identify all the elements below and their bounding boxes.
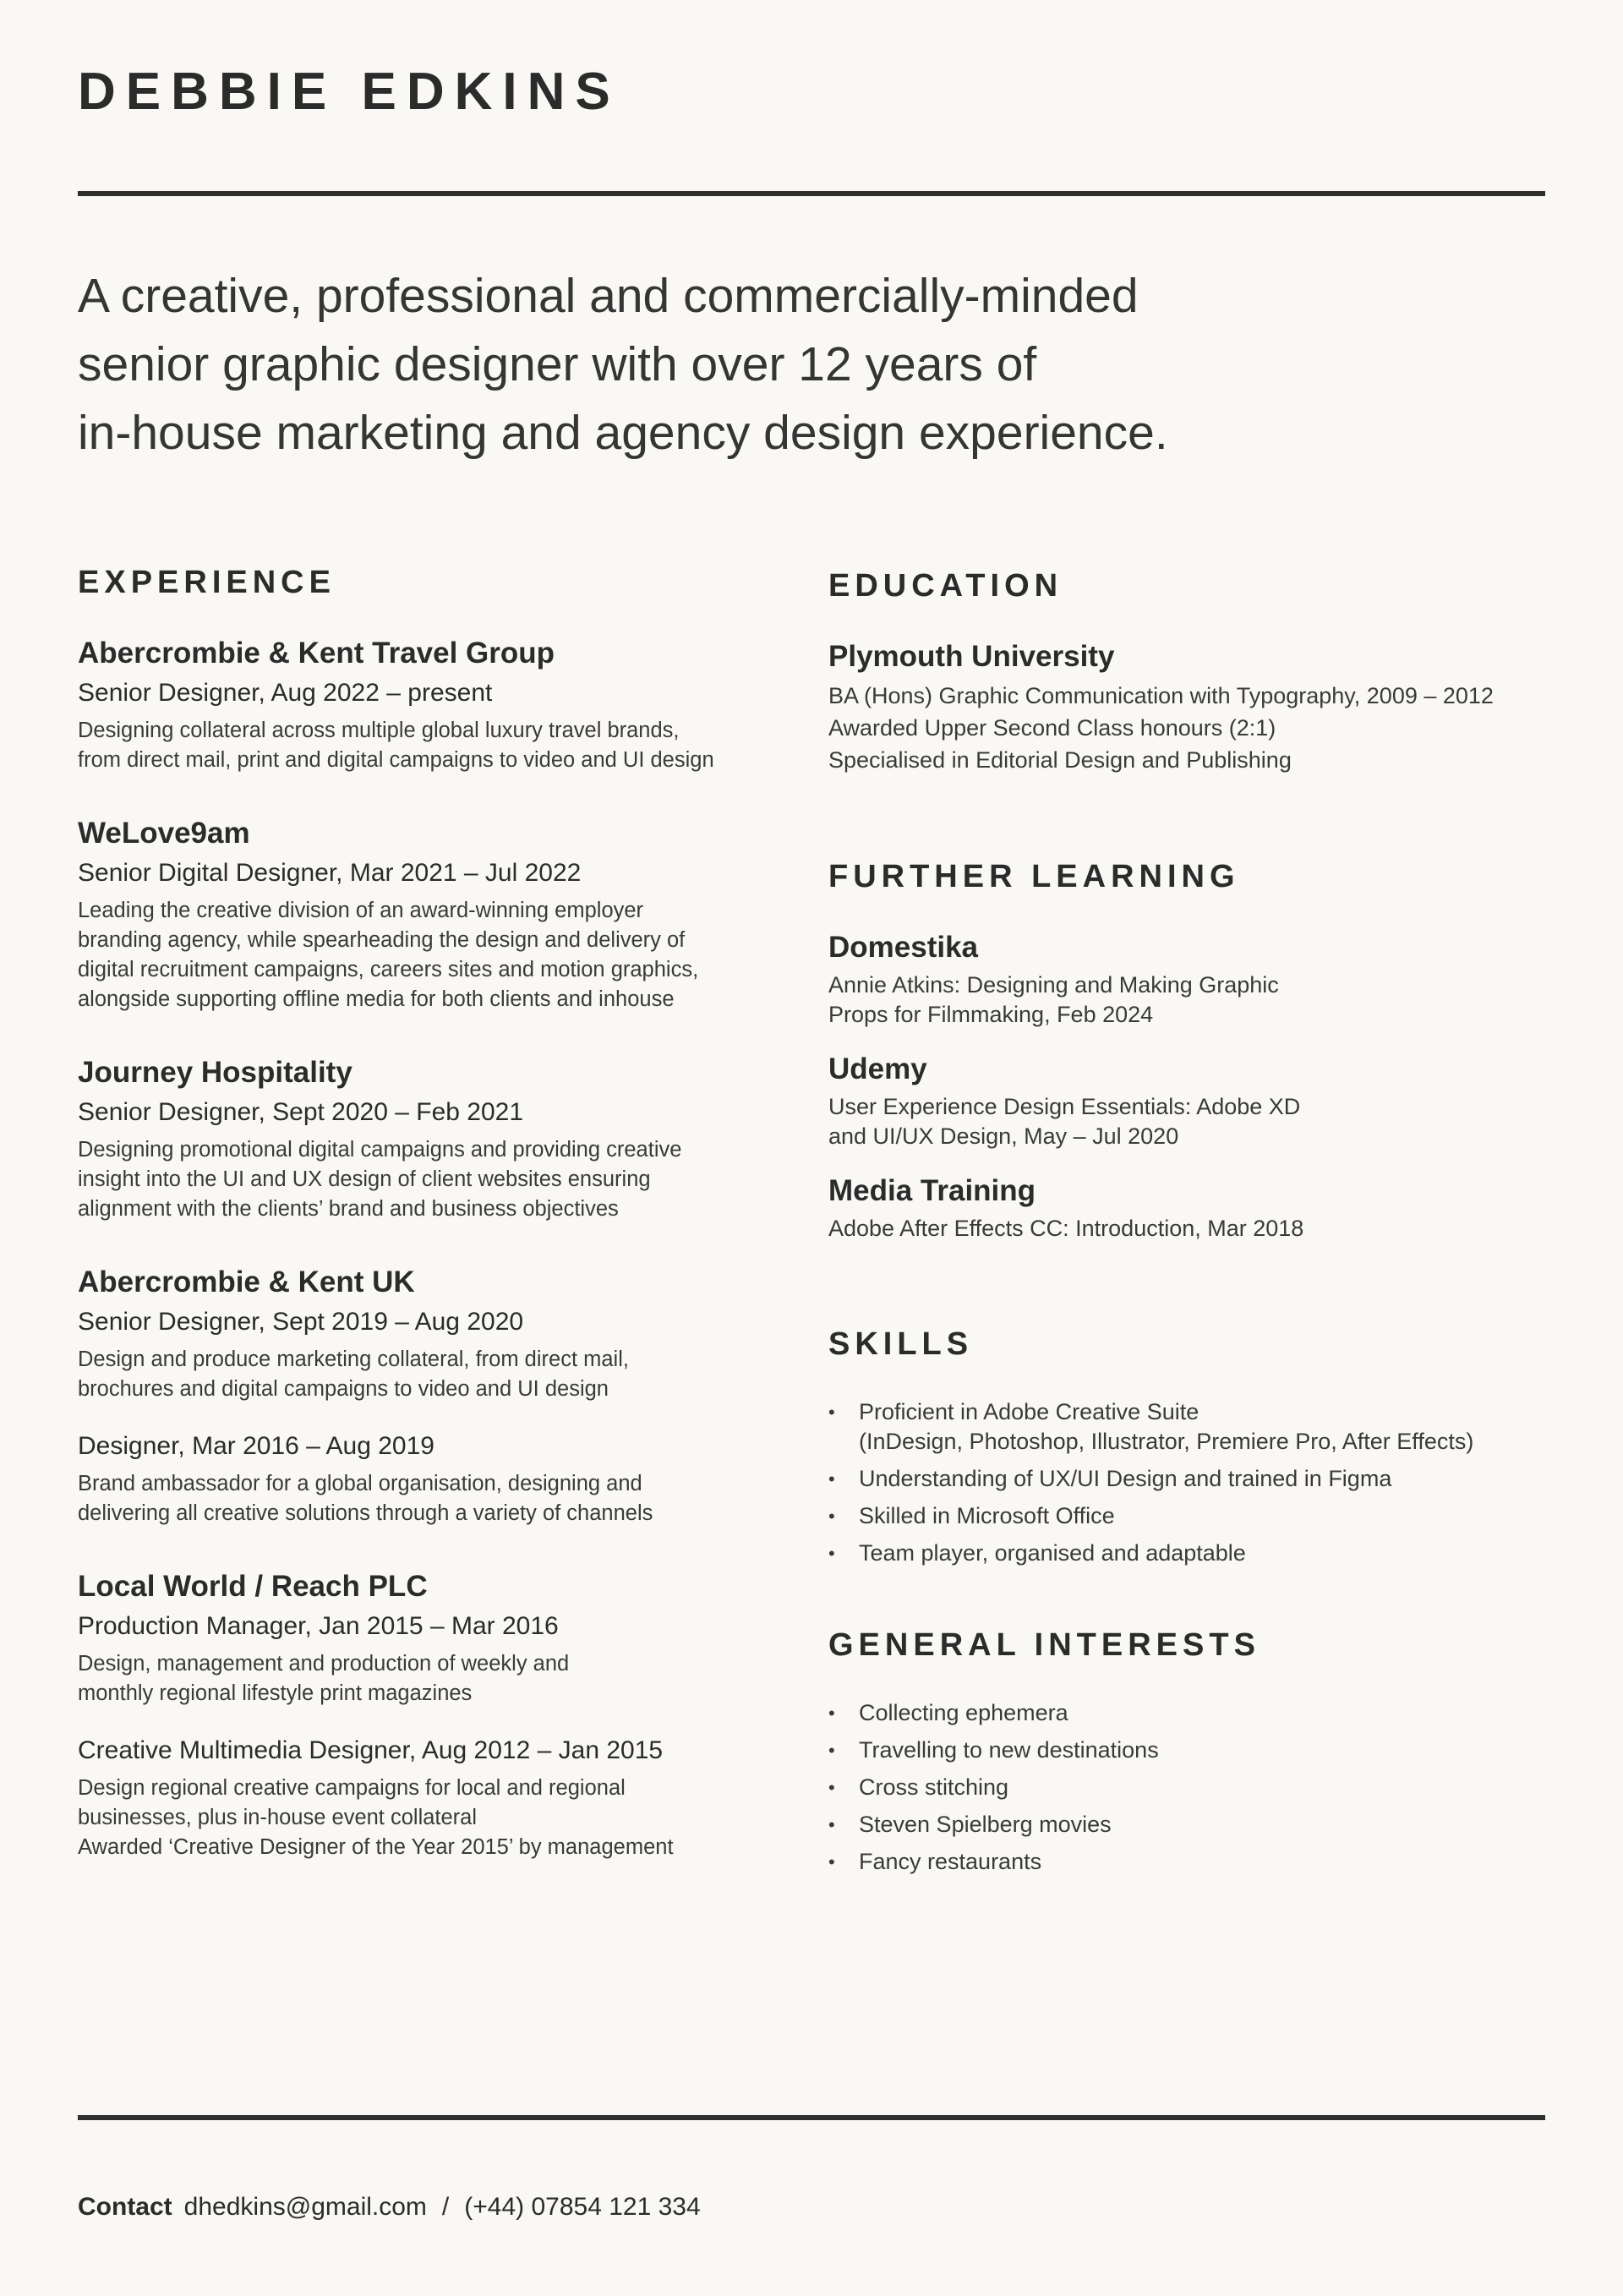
job-entry <box>78 636 805 775</box>
education-heading: EDUCATION <box>828 568 1063 604</box>
job-entry <box>78 816 805 1014</box>
contact-line <box>78 2193 701 2222</box>
interest-text: • Travelling to new destinations <box>859 1737 1159 1763</box>
skills-list <box>828 1397 1555 1568</box>
job-description <box>78 1774 805 1862</box>
skill-text: • Team player, organised and adaptable <box>859 1540 1246 1566</box>
skill-item <box>828 1501 1555 1531</box>
skill-text: • Proficient in Adobe Creative Suite <box>859 1399 1199 1424</box>
skill-text: • Skilled in Microsoft Office <box>859 1503 1115 1528</box>
description-line: Props for Filmmaking, Feb 2024 <box>828 1002 1154 1027</box>
job-description <box>78 896 805 1014</box>
learning-description <box>828 1092 1555 1151</box>
job-entry <box>78 1569 805 1862</box>
description-line: branding agency, while spearheading the design and delivery of <box>78 928 686 952</box>
learning-provider: Domestika <box>828 931 979 964</box>
interest-item <box>828 1847 1555 1877</box>
job-organisation: Abercrombie & Kent Travel Group <box>78 637 555 670</box>
job-entry <box>78 1265 805 1528</box>
phone-link[interactable]: (+44) 07854 121 334 <box>464 2193 701 2221</box>
learning-description <box>828 1214 1555 1244</box>
learning-item <box>828 1173 1555 1244</box>
job-role: Senior Designer, Aug 2022 – present <box>78 679 493 707</box>
experience-column <box>78 566 805 1903</box>
description-line: Designing promotional digital campaigns and providing creative <box>78 1138 682 1162</box>
description-line: Design, management and production of weekly and <box>78 1652 570 1676</box>
job-role: Senior Designer, Sept 2020 – Feb 2021 <box>78 1098 524 1126</box>
description-line: Awarded Upper Second Class honours (2:1) <box>828 715 1276 741</box>
description-line: User Experience Design Essentials: Adobe XD <box>828 1094 1301 1119</box>
job-description <box>78 1135 805 1224</box>
email-link[interactable]: dhedkins@gmail.com <box>183 2193 427 2221</box>
interests-list <box>828 1698 1555 1877</box>
learning-item <box>828 1052 1555 1151</box>
learning-description <box>828 970 1555 1030</box>
contact-label: Contact <box>78 2193 172 2221</box>
sidebar-column <box>828 570 1555 1884</box>
description-line: Leading the creative division of an award-winning employer <box>78 899 644 922</box>
education-institution: Plymouth University <box>828 640 1115 673</box>
interest-text: • Cross stitching <box>859 1774 1009 1800</box>
job-entry <box>78 1055 805 1224</box>
interest-text: • Fancy restaurants <box>859 1849 1042 1874</box>
skills-section <box>828 1328 1555 1568</box>
description-line: Specialised in Editorial Design and Publishing <box>828 747 1292 773</box>
job-description <box>78 716 805 775</box>
interest-item <box>828 1736 1555 1765</box>
job-organisation: Abercrombie & Kent UK <box>78 1266 415 1298</box>
skills-heading: SKILLS <box>828 1326 974 1362</box>
interests-section <box>828 1629 1555 1877</box>
description-line: digital recruitment campaigns, careers sites and motion graphics, <box>78 958 699 981</box>
description-line: Annie Atkins: Designing and Making Graphic <box>828 972 1279 998</box>
job-description <box>78 1345 805 1404</box>
description-line: and UI/UX Design, May – Jul 2020 <box>828 1123 1179 1149</box>
job-organisation: WeLove9am <box>78 817 250 850</box>
interest-item <box>828 1698 1555 1728</box>
job-role: Creative Multimedia Designer, Aug 2012 – Jan 2015 <box>78 1736 664 1764</box>
learning-provider: Udemy <box>828 1052 927 1085</box>
learning-item <box>828 930 1555 1030</box>
description-line: Awarded ‘Creative Designer of the Year 2015’ by management <box>78 1835 674 1859</box>
interest-item <box>828 1810 1555 1840</box>
intro-line: senior graphic designer with over 12 years of <box>78 337 1037 391</box>
skill-text: (InDesign, Photoshop, Illustrator, Premiere Pro, After Effects) <box>859 1429 1474 1454</box>
intro-statement <box>78 262 1346 467</box>
interests-heading: GENERAL INTERESTS <box>828 1627 1260 1663</box>
description-line: Brand ambassador for a global organisation, designing and <box>78 1472 642 1495</box>
job-role: Production Manager, Jan 2015 – Mar 2016 <box>78 1612 559 1640</box>
intro-line: A creative, professional and commercially-minded <box>78 269 1139 323</box>
description-line: Design regional creative campaigns for local and regional <box>78 1776 626 1800</box>
experience-heading: EXPERIENCE <box>78 565 336 600</box>
description-line: brochures and digital campaigns to video and UI design <box>78 1377 609 1401</box>
further-learning-section <box>828 861 1555 1244</box>
job-organisation: Journey Hospitality <box>78 1056 352 1089</box>
description-line: BA (Hons) Graphic Communication with Typography, 2009 – 2012 <box>828 683 1494 708</box>
learning-provider: Media Training <box>828 1174 1036 1207</box>
candidate-name: DEBBIE EDKINS <box>78 63 620 121</box>
description-line: Designing collateral across multiple global luxury travel brands, <box>78 719 680 742</box>
description-line: from direct mail, print and digital campaigns to video and UI design <box>78 748 714 772</box>
contact-separator: / <box>441 2193 450 2221</box>
education-section <box>828 570 1555 776</box>
description-line: monthly regional lifestyle print magazines <box>78 1681 473 1705</box>
description-line: delivering all creative solutions through a variety of channels <box>78 1501 653 1525</box>
top-divider <box>78 191 1545 196</box>
skill-item <box>828 1397 1555 1457</box>
skill-item <box>828 1464 1555 1494</box>
intro-line: in-house marketing and agency design experience. <box>78 406 1168 460</box>
job-organisation: Local World / Reach PLC <box>78 1570 428 1603</box>
job-role: Senior Designer, Sept 2019 – Aug 2020 <box>78 1308 524 1336</box>
bottom-divider <box>78 2115 1545 2120</box>
interest-item <box>828 1773 1555 1802</box>
job-role: Senior Digital Designer, Mar 2021 – Jul 2022 <box>78 859 582 887</box>
description-line: businesses, plus in-house event collateral <box>78 1806 478 1829</box>
interest-text: • Collecting ephemera <box>859 1700 1068 1725</box>
skill-item <box>828 1539 1555 1568</box>
interest-text: • Steven Spielberg movies <box>859 1812 1112 1837</box>
job-role: Designer, Mar 2016 – Aug 2019 <box>78 1432 434 1460</box>
description-line: Design and produce marketing collateral, from direct mail, <box>78 1348 629 1371</box>
description-line: Adobe After Effects CC: Introduction, Mar 2018 <box>828 1216 1304 1241</box>
further-learning-heading: FURTHER LEARNING <box>828 859 1240 894</box>
job-description <box>78 1469 805 1528</box>
education-description <box>828 680 1555 776</box>
skill-text: • Understanding of UX/UI Design and trained in Figma <box>859 1466 1392 1491</box>
description-line: alongside supporting offline media for both clients and inhouse <box>78 987 675 1011</box>
description-line: insight into the UI and UX design of client websites ensuring <box>78 1167 651 1191</box>
job-description <box>78 1649 805 1708</box>
description-line: alignment with the clients’ brand and business objectives <box>78 1197 619 1221</box>
